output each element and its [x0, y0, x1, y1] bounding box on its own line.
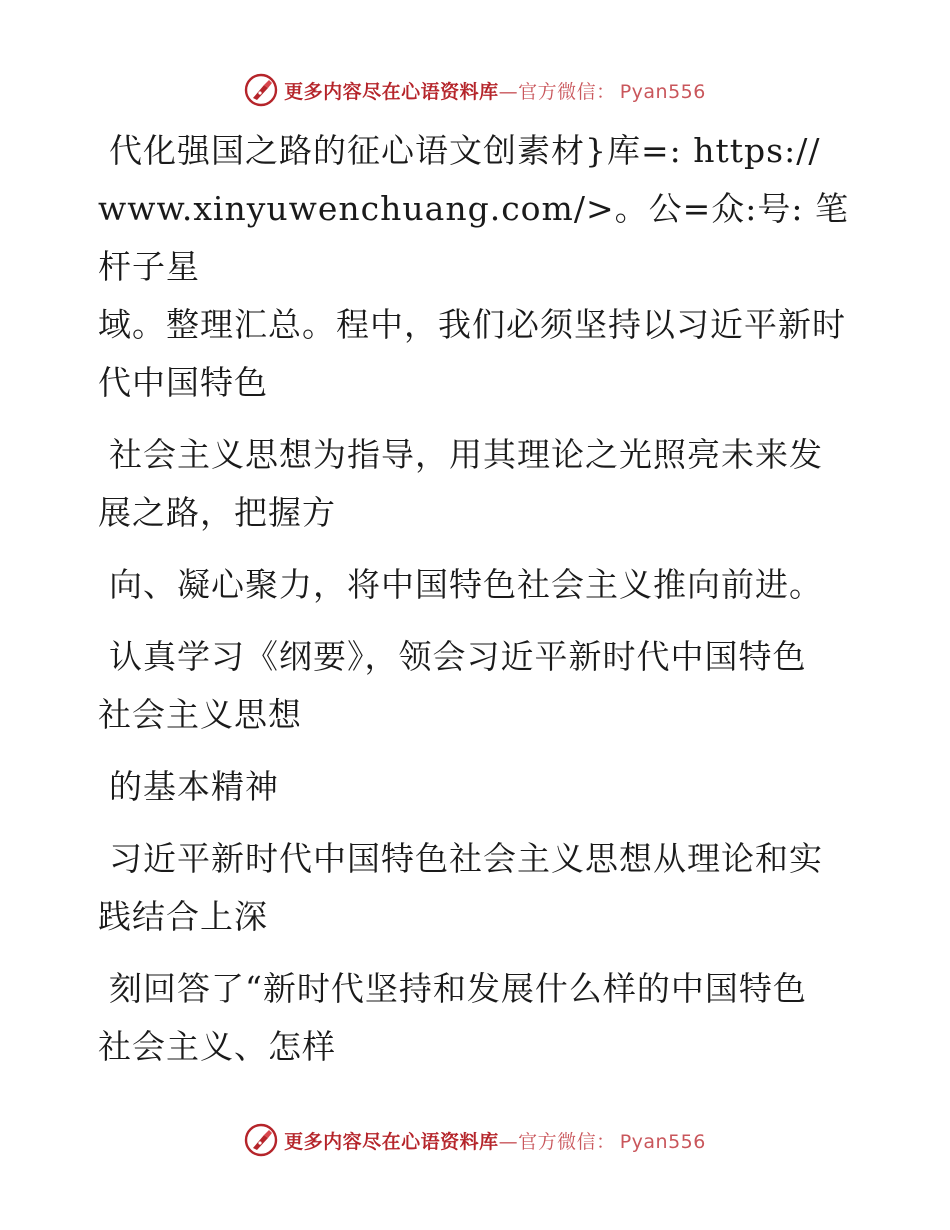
paragraph [98, 830, 858, 946]
footer-watermark [0, 1120, 950, 1160]
paragraph [98, 426, 858, 542]
paragraph-line: 社会主义思想 [98, 695, 302, 734]
paragraph-line: 向、凝心聚力，将中国特色社会主义推向前进。 [109, 565, 823, 604]
header-watermark [0, 70, 950, 110]
paragraph-line: 的基本精神 [109, 767, 279, 806]
watermark-separator: — [498, 1130, 519, 1153]
paragraph-line: 认真学习《纲要》，领会习近平新时代中国特色 [109, 637, 807, 676]
paragraph [98, 628, 858, 744]
watermark-wechat-id: Pyan556 [619, 1130, 706, 1153]
paragraph [98, 122, 858, 412]
fountain-pen-logo-icon [244, 1123, 278, 1157]
watermark-separator: — [498, 80, 519, 103]
paragraph-line: 代中国特色 [98, 363, 268, 402]
paragraph-line: 社会主义、怎样 [98, 1027, 336, 1066]
watermark-wechat-label: 官方微信： [518, 1130, 616, 1153]
watermark-brand: 更多内容尽在心语资料库 [284, 80, 499, 103]
document-body [98, 122, 858, 1090]
fountain-pen-logo-icon [244, 73, 278, 107]
paragraph-line: www.xinyuwenchuang.com/>。公=众:号: 笔杆子星 [98, 189, 849, 286]
paragraph-line: 域。整理汇总。程中，我们必须坚持以习近平新时 [98, 305, 846, 344]
paragraph-line: 代化强国之路的征心语文创素材}库=: https:// [109, 131, 821, 170]
paragraph-line: 践结合上深 [98, 897, 268, 936]
paragraph-line: 习近平新时代中国特色社会主义思想从理论和实 [109, 839, 823, 878]
paragraph [98, 758, 858, 816]
paragraph-line: 社会主义思想为指导，用其理论之光照亮未来发 [109, 435, 823, 474]
paragraph [98, 556, 858, 614]
watermark-wechat-label: 官方微信： [518, 80, 616, 103]
paragraph-line: 刻回答了“新时代坚持和发展什么样的中国特色 [109, 969, 807, 1008]
paragraph-line: 展之路，把握方 [98, 493, 336, 532]
paragraph [98, 960, 858, 1076]
watermark-brand: 更多内容尽在心语资料库 [284, 1130, 499, 1153]
watermark-wechat-id: Pyan556 [619, 80, 706, 103]
